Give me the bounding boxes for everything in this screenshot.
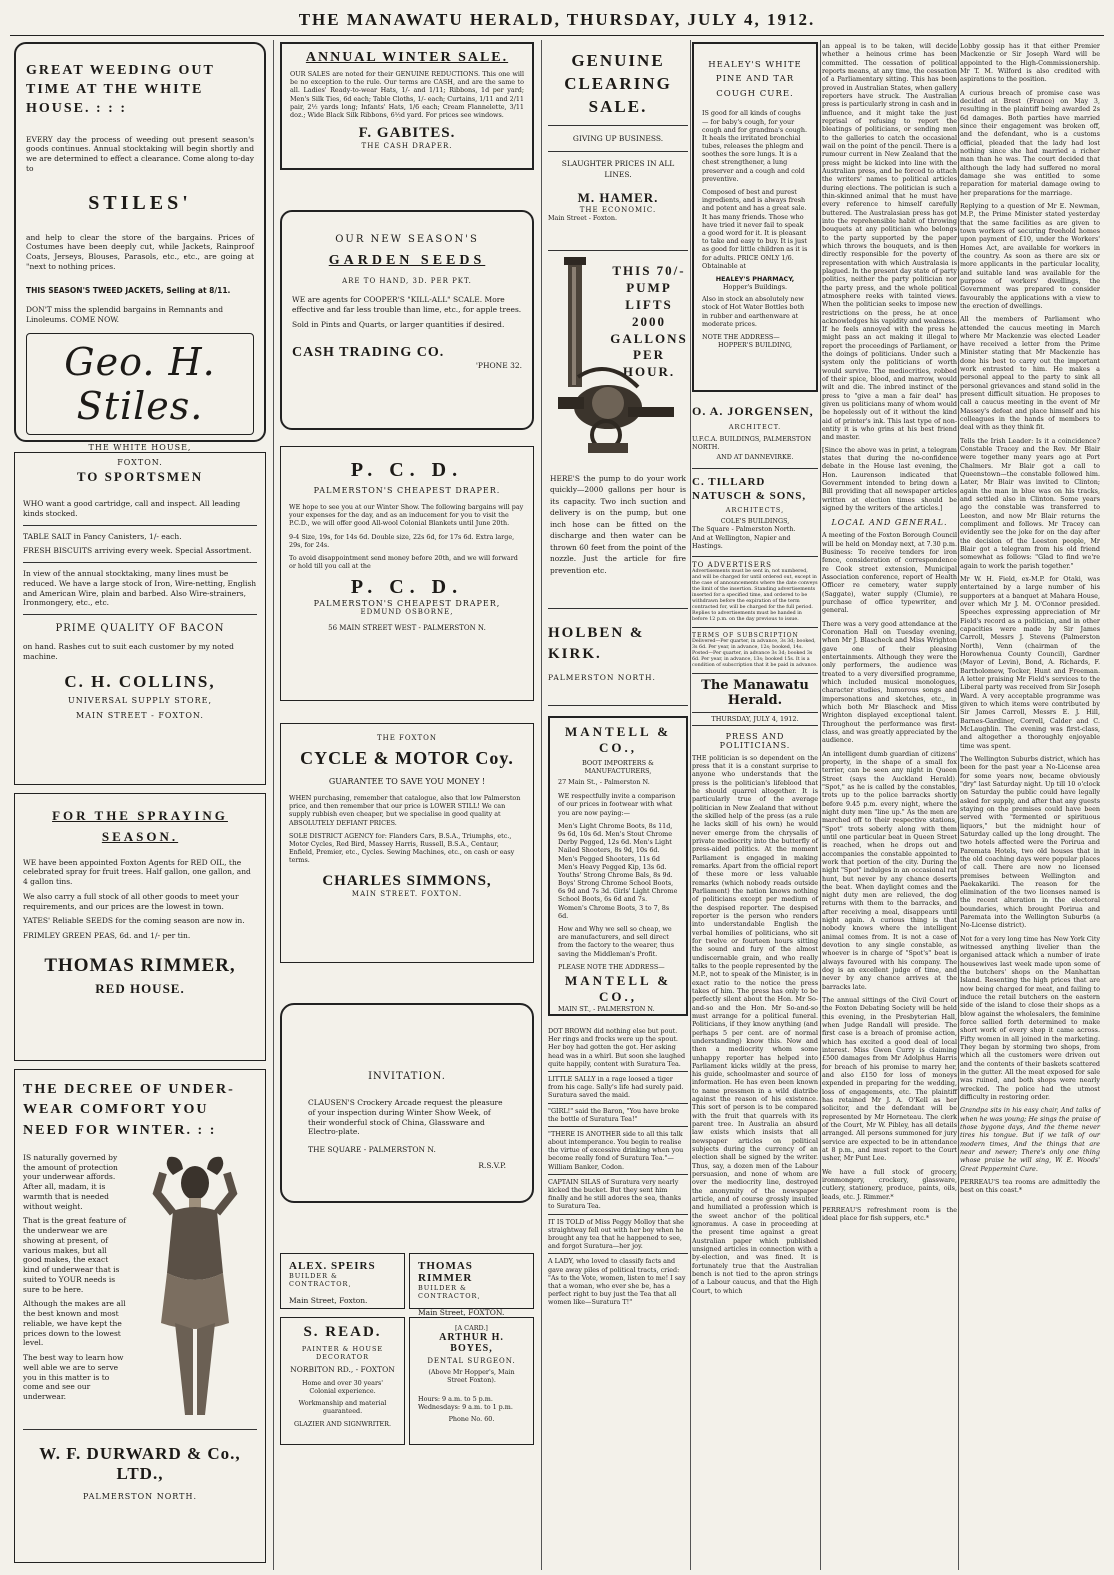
pcd-owner: EDMUND OSBORNE, bbox=[360, 608, 454, 617]
woman-illustration bbox=[133, 1153, 257, 1423]
gabites-tag: THE CASH DRAPER. bbox=[361, 142, 453, 151]
seeds-phone: 'PHONE 32. bbox=[475, 361, 522, 371]
article-continued: an appeal is to be taken, will decide whether a heinous crime has been committed. The cessation of political reports means, at any time, the cessation of a Parliamentary sitting. This has been proved in Australian States, when gallery reporters have struck. The Australian press is particularly strong in cash and in influence, and it might take the just reprisal of refusing to report the bleatings of politicians, or sending men to the galleries to catch the occasional wail on the point of the pencil. There is a rumour current in New Zealand that the press might be kicked into line with the Australian press, and be forced to attach the writers' names to political articles during elections. The politician is such a thin-skinned animal that he must have every reference to himself carefully buttered. The Australasian press has got into the reprehensible habit of throwing bouquets at any politician who belongs to the party supported by the paper which throws the bouquets, and is then directly responsible for the poverty of representation with which Australasia is plagued. In the present day state of party politics, neither the party politician nor the party press, and the whole political atmosphere reeks with tainted views. When the politician seeks to impose new restrictions on the press, he at once acknowledges his vapidity and weakness. If he feels annoyed with the press he might pass an act making it illegal to report the proceedings of Parliament, or the doings of politicians. Under such a system only the politicians of worth would survive. The mediocrities, robbed of their spice, blood, and marrow, would wilt and die. The inbred instinct of the press to "give a man a fair deal" has given us politicians many of whom would be hopelessly out of it without the kind aid of printer's ink. This last type of non-entity it is who grins at his best friend and master. bbox=[822, 42, 957, 442]
suratura-item: "GIRL!" said the Baron, "You have broke the bottle of Suratura Tea!" bbox=[548, 1104, 688, 1127]
seeds-l2: GARDEN SEEDS bbox=[328, 253, 486, 268]
divider bbox=[23, 1429, 257, 1430]
invitation-body: CLAUSEN'S Crockery Arcade request the pleasure of your inspection during Winter Show Week, of their wonderful stock of China, Glassware and Electro-plate. bbox=[308, 1098, 503, 1137]
news-p1: Lobby gossip has it that either Premier Mackenzie or Sir Joseph Ward will be appointed to the High-Commissionership. Mr T. M. Wilford is also credited with aspirations to the position. bbox=[960, 42, 1100, 84]
column-2 bbox=[280, 42, 534, 1570]
durward-p3: Although the makes are all the best known and most reliable, we have kept the prices down to the lowest level. bbox=[23, 1299, 126, 1348]
seeds-advert bbox=[280, 210, 534, 430]
boyes-card-label: [A CARD.] bbox=[455, 1324, 488, 1332]
news-verse: Grandpa sits in his easy chair, And talks of when he was young; He sings the praise of those bygone days, And the theme never tires his tongue. But if we talk of our modern times, And the things that are near and newer; There's only one thing whose praise he will sing, W. E. Woods' Great Peppermint Cure. bbox=[960, 1106, 1100, 1173]
column-1 bbox=[14, 42, 266, 1570]
stiles-advert bbox=[14, 42, 266, 467]
durward-headline: THE DECREE OF UNDER-WEAR COMFORT YOU NEED FOR WINTER. : : bbox=[23, 1082, 235, 1138]
column-4 bbox=[692, 42, 818, 1570]
clearing-l3: SALE. bbox=[588, 96, 648, 116]
news-p6: Mr W. H. Field, ex-M.P. for Otaki, was entertained by a large number of his supporters at a banquet at Mahara House, over which Mr J. M. O'Connor presided. Speeches expressing appreciation of Mr Field's record as a politician, and in other capacities were made by Sir James Carroll, Messrs J. Stevens (Palmerston North), Venn (chairman of the Horowhenua County Council), Gardner (Mayor of Levin), Bond, A. Richards, F. Bartholomew, Tocker, Hunt and Freeman. A letter praising Mr Field's services to the Liberal party was received from Sir Joseph Ward. A very acceptable programme was given to which items were contributed by Sir James Carroll, Messrs E. J. Hill, Barnes-Gardiner, Correll, Calder and C. McLaughlin. The evening was first-class, and altogether a thoroughly enjoyable time was spent. bbox=[960, 575, 1100, 750]
subscription-body: Delivered—Per quarter, in advance, 3s 3d; booked, 3s 6d. Per year, in advance, 12s; booked, 14s. Posted—Per quarter, in advance 3s 3d; booked 3s 6d. Per year, in advance, 13s; booked 15s. It is a condition of subscription that it be paid in advance. bbox=[692, 638, 818, 668]
healey-advert bbox=[692, 42, 818, 392]
local-p3: An intelligent dumb guardian of citizens' property, in the shape of a small fox terrier, can be seen any night in Queen Street (says the Auckland Herald). "Spot," as he is called by the constables, trots up to the police barracks shortly before 9.45 p.m. every night, where the night duty men "line up." As the men are marched off to their respective stations, "Spot" trots soberly along with them until one particular beat in Queen Street is reached, when he drops out and accompanies the constable appointed to work that portion of the city. During the night "Spot" indulges in an occasional rat hunt, but never by any chance deserts the beat. When daylight comes and the night duty men are relieved, the dog returns with them to the barracks, and after receiving a meal, disappears until night again. A curious thing is that nobody knows where the intelligent animal comes from. It is not a case of devotion to any single constable, as whoever is in charge of "Spot's" beat is always favoured with his company. The dog is an excellent judge of time, and never by any chance arrives at the barracks late. bbox=[822, 749, 957, 991]
durward-p2: That is the great feature of the underwear we are showing at present, of various makes, but all good makes, the exact kind of underwear that is suited to YOUR needs is sure to be here. bbox=[23, 1216, 126, 1294]
gabites-advert bbox=[280, 42, 534, 170]
stiles-headline: GREAT WEEDING OUT TIME AT THE WHITE HOUSE. : : : bbox=[26, 63, 215, 116]
collins-p5: on hand. Rashes cut to suit each customer by my noted machine. bbox=[23, 642, 234, 661]
pcd-p2: 9-4 Size, 19s, for 14s 6d. Double size, 22s 6d, for 17s 6d. Extra large, 29s, for 24s. bbox=[289, 532, 515, 549]
divider bbox=[23, 562, 257, 563]
pcd-tag: PALMERSTON'S CHEAPEST DRAPER. bbox=[313, 486, 501, 495]
mantell-address-2: MAIN ST., - PALMERSTON N. bbox=[558, 1004, 655, 1013]
news-p8: Not for a very long time has New York City witnessed anything livelier than the organised attack which a number of irate housewives last week made upon some of the butchers' shops on the Manhattan Island. Resenting the high prices that are now being charged for meat, and failing to induce the retail butchers on the eastern side of the island to close their shops as a blow against the wholesalers, the feminine force sallied forth determined to make short work of every shop it came across. Fifty women in all joined in the marketing. They began by storming two shops, from which all the customers were driven out and the contents of their baskets scattered in the gutter. All the meat exposed for sale was ruined, and both shops were nearly wrecked. The police had the utmost difficulty in restoring order. bbox=[960, 934, 1100, 1102]
pcd-p3: To avoid disappointment send money before 20th, and we will forward or hold till you call at the bbox=[289, 553, 518, 571]
durward-name: W. F. DURWARD & Co., LTD., bbox=[39, 1443, 241, 1483]
hamer-address: Main Street - Foxton. bbox=[548, 214, 617, 223]
article-body: THE politician is so dependent on the press that it is a constant surprise to anyone who understands that the press is the politician's lifeblood that he should quarrel altogether. It is particularly true of the average politician in New Zealand that without the skilled help of the press (as a rule he lacks skill of his own) he would never emerge from the chrysalis of private mediocrity into the butterfly of press-aided politics. At the moment Parliament is engaged in making remarks. Apart from the official report of these more or less valuable remarks (which nobody reads outside Parliament) the nation knows nothing of politicians except per medium of the despised reporter. The despised reporter is the person who renders into understandable English the verbal homilies of politicians, who sit for twelve or fourteen hours sitting the sound and fury of the almost undiscernable grain, and who really talks to the people represented by the M.P., not to speak of the Minister, is in exact ratio to the notice the press takes of him. The press has only to be perfectly silent about the Hon. Mr So-and-so and the Hon. Mr So-and-so must arrange for a political funeral. Politicians, if they know anything (and perhaps 5 per cent. are of normal understanding) know this. Now and then a mediocrity whom some unhappy reporter has helped into Parliament kicks wildly at the press, his guide, schoolmaster and source of information. He has even been known to name pressmen in a wild diatribe against the reason of his existence. This sort of person is to be compared with the fruit that quarrels with its parent tree. In Australia an absurd law exists which insists that all newspaper articles on political subjects during the currency of an election shall be signed by the writer. Thus, say, a dozen men of the Labour persuasion, and none of whom are over the mediocrity line, destroyed the anonymity of the newspaper article, and of course grossly insulted and humiliated a profession which is the sweet anchor of the political ignoramus. A case in proceeding at the present time against a great Australian paper which published unsigned articles in connection with a by-election, and was fined. It is fortunately true that the Australian bench is not tied to the apron strings of a Labour caucus, and that the High Court, to which bbox=[692, 753, 818, 1295]
pump-body: HERE'S the pump to do your work quickly—2000 gallons per hour is its capacity. Two inch suction and delivery is on the pump, but one inch hose can be fitted on the discharge and then water can be thrown 60 feet from the point of the nozzle. Just the article for fire prevention etc. bbox=[550, 474, 686, 575]
boyes-hours: Hours: 9 a.m. to 5 p.m. Wednesdays: 9 a.m. to 1 p.m. bbox=[418, 1394, 513, 1411]
rimmer-house: RED HOUSE. bbox=[95, 980, 185, 996]
clearing-sale-advert bbox=[548, 42, 688, 242]
rimmer-name: THOMAS RIMMER, bbox=[44, 954, 236, 976]
durward-address: PALMERSTON NORTH. bbox=[82, 1491, 197, 1501]
column-5 bbox=[822, 42, 957, 1570]
healey-p3: Also in stock an absolutely new stock of Hot Water Bottles both in rubber and earthenware at moderate prices. bbox=[702, 295, 805, 328]
stiles-sign-2: FOXTON. bbox=[117, 457, 163, 467]
clearing-sub-1: GIVING UP BUSINESS. bbox=[572, 133, 664, 143]
collins-headline: TO SPORTSMEN bbox=[76, 469, 204, 484]
read-p3: GLAZIER AND SIGNWRITER. bbox=[293, 1419, 392, 1428]
simmons-name: CYCLE & MOTOR Coy. bbox=[300, 748, 514, 768]
gabites-body: OUR SALES are noted for their GENUINE REDUCTIONS. This one will be no exception to the rule. Our terms are CASH, and are the same to all. Ladies' Ready-to-wear Hats, 1/- and 1/11; Ribbons, 1d per yard; Men's Silk Ties, 6d each; Table Cloths, 1/- each; Curtains, 1/11 and 2/11 pair, 2½ yards long; Infants' Hats, 1/6 each; Cream Flannelette, 3/11 doz.; Wide Black Silk Ribbons, 6½d yard. For prices see windows. bbox=[290, 70, 524, 119]
suratura-item: CAPTAIN SILAS of Suratura very nearly kicked the bucket. But they sent him finally and he still adores the sea, thanks to Suratura Tea. bbox=[548, 1175, 688, 1215]
hamer-name: M. HAMER. bbox=[577, 190, 659, 206]
collins-advert bbox=[14, 452, 266, 785]
read-trade: PAINTER & HOUSE DECORATOR bbox=[301, 1345, 384, 1361]
tillard-address-3: And at Wellington, Napier and Hastings. bbox=[692, 533, 791, 550]
invitation-advert bbox=[280, 1003, 534, 1203]
simmons-guarantee: GUARANTEE TO SAVE YOU MONEY ! bbox=[328, 777, 486, 786]
local-general-heading: LOCAL AND GENERAL. bbox=[831, 518, 948, 528]
simmons-owner: CHARLES SIMMONS, bbox=[322, 872, 492, 889]
durward-p4: The best way to learn how well able we are to serve you in this matter is to come and see our underwear. bbox=[23, 1353, 124, 1402]
seeds-l3: ARE TO HAND, 3D. PER PKT. bbox=[342, 277, 472, 285]
simmons-p1: WHEN purchasing, remember that catalogue, also that low Palmerston price, and then remember that our price is LOWER STILL! We can supply rubbish even cheaper, but we specialise in good quality at ABSOLUTELY DEFIANT PRICES. bbox=[289, 794, 521, 827]
local-p2: There was a very good attendance at the Coronation Hall on Tuesday evening, when Mr J. Blascheck and Miss Wrighton gave one of their pleasing entertainments. Although they were the only performers, the audience was treated to a very diversified programme, which included musical monologues, character studies, humorous songs and impersonations and sketches, etc., in which both Mr Blascheck and Miss Wrighton displayed exceptional talent. Throughout the performance was first-class, and was greatly appreciated by the audience. bbox=[822, 619, 957, 745]
article-note: [Since the above was in print, a telegram states that during the no-confidence debate in the House last evening, the Hon. Laurenson indicated that Government intended to bring down a Bill providing that all newspaper articles written at election times should be signed by the writers of the articles.] bbox=[822, 445, 957, 513]
article-title: PRESS AND POLITICIANS. bbox=[719, 731, 791, 750]
healey-p2: Composed of best and purest ingredients, and is always fresh and potent and has a great sale. It has many friends. Those who have tried it never fail to speak a good word for it. It is pleasant to take and easy to buy. It is just as good for little children as it is for adults. PRICE ONLY 1/6. Obtainable at bbox=[702, 188, 808, 270]
read-address: NORBITON RD., - FOXTON bbox=[290, 1365, 395, 1374]
suratura-item: A LADY, who loved to classify facts and gave away piles of political tracts, cried: "As to the Vote, women, listen to me! I say that a woman, who ever she be, has a perfect right to buy just the Tea that all women like—Suratura T!" bbox=[548, 1257, 686, 1307]
column-rule bbox=[958, 40, 959, 1570]
cards-row-2 bbox=[280, 1317, 534, 1453]
seeds-name: CASH TRADING CO. bbox=[292, 345, 445, 361]
column-rule bbox=[541, 40, 542, 1570]
collins-bacon: PRIME QUALITY OF BACON bbox=[55, 623, 225, 634]
mantell-name-2: MANTELL & CO., bbox=[564, 972, 672, 1004]
advertisers-title: TO ADVERTISERS bbox=[692, 560, 772, 569]
stiles-tweed: THIS SEASON'S TWEED JACKETS, Selling at 8/11. bbox=[26, 285, 231, 295]
healey-pharmacy: HEALEY'S PHARMACY, bbox=[715, 274, 795, 283]
column-rule bbox=[820, 40, 821, 1570]
invitation-address: THE SQUARE - PALMERSTON N. bbox=[308, 1145, 436, 1154]
rimmer-card-trade: BUILDER & CONTRACTOR, bbox=[418, 1284, 481, 1300]
healey-note: NOTE THE ADDRESS— bbox=[702, 333, 780, 341]
local-p4: The annual sittings of the Civil Court of the Foxton Debating Society will be held this evening, in the Presbyterian Hall, when Judge Randall will preside. The first case is a breach of promise action, which has excited a good deal of local interest. Miss Gwen Curry is claiming £500 damages from Mr Adolphus Harris for breach of his promise to marry her, and also £150 for loss of moneys expended in preparing for the wedding, loss of engagements, etc. The plaintiff has retained Mr J. A. O'Kell as her solicitor, and the defendant will be represented by Mr Horneteau. The clerk of the Court, Mr W. Pibley, has all details arranged. All persons summoned for jury service are expected to be in attendance at 8 p.m., and must report to the Court usher, Mr Punt Lee. bbox=[822, 996, 957, 1163]
stiles-name: STILES' bbox=[88, 191, 192, 214]
news-p2: A curious breach of promise case was decided at Brest (France) on May 3, resulting in the plaintiff being awarded 2s 6d damages. Both parties have married since their engagement was broken off, and the defendant, who is a customs official, pleaded that the lady had lost nothing since she had married a richer man than he was. The court decided that although the lady had suffered no moral damage she was entitled to some reparation for material damage owing to her preparations for the marriage. bbox=[960, 88, 1100, 197]
stiles-body: EVERY day the process of weeding out present season's goods continues. Annual stocktaking will begin shortly and we are determined to effect a clearance. Come along to-day to bbox=[26, 134, 254, 173]
tillard-trade: ARCHITECTS, bbox=[725, 506, 785, 515]
suratura-item: DOT BROWN did nothing else but pout. Her rings and frocks were up the spout. Her boy had gotten the got. Her asking head was in a whirl. But soon she laughed quite happily, content with Suratura Tea. bbox=[548, 1024, 688, 1072]
speirs-address: Main Street, Foxton. bbox=[289, 1296, 368, 1305]
jorgensen-card bbox=[692, 400, 818, 469]
pcd-advert bbox=[280, 446, 534, 701]
collins-name: C. H. COLLINS, bbox=[64, 671, 216, 691]
rimmer-card-address: Main Street, FOXTON. bbox=[418, 1308, 505, 1317]
clearing-sub-2: SLAUGHTER PRICES IN ALL LINES. bbox=[561, 158, 675, 180]
local-p1: A meeting of the Foxton Borough Council will be held on Monday next, at 7.30 p.m. Business: To receive tenders for iron fence, consideration of correspondence re Cook street extension, Municipal Association conference, report of Health Officer re cemetery, water supply (Saggate), water supply (Clumie), re purchase of office typewriter, and general. bbox=[822, 531, 957, 615]
divider bbox=[548, 125, 688, 126]
collins-p2: TABLE SALT in Fancy Canisters, 1/- each. bbox=[23, 531, 182, 541]
simmons-advert bbox=[280, 723, 534, 963]
holben-name: HOLBEN & KIRK. bbox=[548, 625, 645, 662]
pump-advert bbox=[548, 250, 688, 600]
gabites-name: F. GABITES. bbox=[358, 125, 456, 142]
boyes-name: ARTHUR H. BOYES, bbox=[439, 1332, 504, 1355]
mantell-trade: BOOT IMPORTERS & MANUFACTURERS, bbox=[582, 759, 654, 775]
column-rule bbox=[273, 40, 274, 1570]
boyes-address: (Above Mr Hopper's, Main Street Foxton). bbox=[428, 1368, 515, 1385]
rimmer-card bbox=[409, 1253, 534, 1317]
durward-advert bbox=[14, 1069, 266, 1563]
holben-address: PALMERSTON NORTH. bbox=[548, 673, 656, 682]
pcd-address: 56 MAIN STREET WEST - PALMERSTON N. bbox=[328, 624, 486, 633]
speirs-name: ALEX. SPEIRS bbox=[289, 1260, 376, 1272]
rimmer-p1: WE have been appointed Foxton Agents for RED OIL, the celebrated spray for fruit trees. Half gallon, one gallon, and 4 gallon tins. bbox=[23, 857, 251, 887]
local-p5: We have a full stock of grocery, ironmongery, crockery, glassware, cutlery, stationery, produce, paints, oils, leads, etc. J. Rimmer.* bbox=[822, 1167, 957, 1201]
rimmer-headline: FOR THE SPRAYING SEASON. bbox=[52, 808, 228, 844]
rimmer-p3: YATES' Reliable SEEDS for the coming season are now in. bbox=[23, 916, 245, 926]
news-p9: PERREAU'S tea rooms are admittedly the best on this coast.* bbox=[960, 1177, 1100, 1195]
local-p6: PERREAU'S refreshment room is the ideal place for fish suppers, etc.* bbox=[822, 1205, 957, 1223]
collins-address: MAIN STREET - FOXTON. bbox=[76, 710, 204, 720]
read-p1: Home and over 30 years' Colonial experience. bbox=[301, 1378, 384, 1395]
pcd-p1: WE hope to see you at our Winter Show. The following bargains will pay your expenses for the day, and as an inducement for you to visit the P.C.D., we will offer good All-wool Colonial Blankets until June 20th. bbox=[289, 503, 524, 528]
suratura-item: LITTLE SALLY in a rage loosed a tiger from his cage. Sally's life had surely paid. Suratura saved the maid. bbox=[548, 1072, 688, 1104]
speirs-trade: BUILDER & CONTRACTOR, bbox=[289, 1272, 352, 1288]
seeds-l1: OUR NEW SEASON'S bbox=[335, 234, 479, 245]
suratura-adverts bbox=[548, 1024, 688, 1314]
column-3 bbox=[548, 42, 688, 1570]
boyes-card bbox=[409, 1317, 534, 1445]
stiles-body2: and help to clear the store of the bargains. Prices of Costumes have been deeply cut, while Jackets, Rainproof Coats, Jerseys, Blouses, Parasols, etc., etc., are going at "next to nothing prices. bbox=[26, 232, 254, 271]
durward-p1: IS naturally governed by the amount of protection your underwear affords. After all, madam, it is warmth that is needed without weight. bbox=[23, 1152, 118, 1211]
stiles-dont: DON'T miss the splendid bargains in Remnants and Linoleums. COME NOW. bbox=[26, 305, 224, 325]
masthead: THE MANAWATU HERALD, THURSDAY, JULY 4, 1912. bbox=[298, 10, 816, 29]
column-rule bbox=[690, 40, 691, 1570]
pcd-tag-2: PALMERSTON'S CHEAPEST DRAPER, bbox=[313, 599, 501, 609]
pcd-logo: P. C. D. bbox=[350, 459, 464, 481]
suratura-item: "THERE IS ANOTHER side to all this talk about intemperance. You begin to realise the virtue of excessive drinking when you become really fond of Suratura Tea."—William Banker, Codon. bbox=[548, 1127, 688, 1175]
healey-p1: IS good for all kinds of coughs — for baby's cough, for your cough and for grandma's cough. It heals the irritated bronchial tubes, releases the phlegm and soothes the sore lungs. It is a chest strengthener, a lung preserver and a cough and cold preventive. bbox=[702, 109, 808, 183]
tillard-address: COLE'S BUILDINGS, bbox=[720, 517, 790, 526]
news-p7: The Wellington Suburbs district, which has been for the past year a No-License area for some years now, became obviously "dry" last Saturday night. Up till 10 o'clock on Saturday the public could have legally asked for supply, and after that any guests staying on the premises could have been served with "fermented or spirituous liquors," but the midnight hour of Saturday called up the long drought. The two hotels affected were the Porirua and Paremata Hotels, two old houses that in the old coaching days were popular places of call. There are now no licensed premises between Wellington and Paekakariki. The reason for the elimination of the two licenses named is the recent alteration in the electoral boundaries, which brought Porirua and Paremata into the Wellington Suburbs (a No-License district). bbox=[960, 754, 1100, 930]
pump-illustration bbox=[548, 257, 684, 462]
invitation-rsvp: R.S.V.P. bbox=[478, 1160, 506, 1170]
jorgensen-address: U.F.C.A. BUILDINGS, PALMERSTON NORTH. bbox=[692, 435, 812, 452]
news-p3: Replying to a question of Mr E. Newman, M.P., the Prime Minister stated yesterday that the same facilities as are given to town workers of securing freehold homes upon payment of £10, under the Workers' Homes Act, are available for workers in the country. As soon as there are six or more applicants in the particular locality, and suitable land was available for the purpose of workers' dwellings, the Government was prepared to consider favourably the applications with a view to the erection of dwellings. bbox=[960, 201, 1100, 310]
clearing-l2: CLEARING bbox=[564, 73, 672, 93]
jorgensen-address-2: AND AT DANNEVIRKE. bbox=[716, 453, 794, 462]
rimmer-p4: FRIMLEY GREEN PEAS, 6d. and 1/- per tin. bbox=[23, 931, 191, 941]
jorgensen-trade: ARCHITECT. bbox=[728, 423, 782, 431]
divider bbox=[23, 614, 257, 615]
collins-p4: In view of the annual stocktaking, many lines must be reduced. We have a large stock of Iron, Wire-netting, English and American Wire, plain and barbed. Also Wire-strainers, Ironmongery, etc., etc. bbox=[23, 569, 257, 608]
tillard-address-2: The Square - Palmerston North. bbox=[692, 525, 796, 534]
speirs-card bbox=[280, 1253, 405, 1309]
collins-store: UNIVERSAL SUPPLY STORE, bbox=[67, 695, 213, 705]
subscription-title: TERMS OF SUBSCRIPTION bbox=[692, 631, 799, 639]
jorgensen-name: O. A. JORGENSEN, bbox=[692, 404, 814, 418]
cards-row-1 bbox=[280, 1253, 534, 1317]
advertisers-body: Advertisements must be sent in, not numbered, and will be charged for until ordered out, except in the case of announcements where the date conveys the limit of the insertion. Standing advertisements inserted for a specified time, and ordered to be withdrawn before the expiration of the term contracted for, will be charged for the full period. Replies to advertisements must be handed in before 12 p.m. on the day previous to issue. bbox=[692, 568, 818, 622]
read-card bbox=[280, 1317, 405, 1445]
advertisers-notice bbox=[692, 557, 818, 628]
mantell-note: PLEASE NOTE THE ADDRESS— bbox=[558, 962, 665, 971]
top-rule bbox=[10, 35, 1104, 36]
newspaper-flag: The Manawatu Herald. bbox=[701, 677, 809, 708]
seeds-p1: WE are agents for COOPER'S "KILL-ALL" SCALE. More effective and far less trouble than lime, etc., for apple trees. bbox=[292, 295, 522, 314]
healey-building: Hopper's Buildings. bbox=[722, 283, 788, 292]
clearing-l1: GENUINE bbox=[571, 51, 665, 70]
issue-date: THURSDAY, JULY 4, 1912. bbox=[692, 712, 818, 726]
collins-p3: FRESH BISCUITS arriving every week. Special Assortment. bbox=[23, 546, 252, 556]
read-p2: Workmanship and material guaranteed. bbox=[298, 1399, 387, 1416]
hamer-tag: THE ECONOMIC. bbox=[579, 206, 657, 215]
mantell-advert bbox=[548, 716, 688, 1016]
mantell-name: MANTELL & CO., bbox=[564, 724, 672, 755]
simmons-pre: THE FOXTON bbox=[376, 734, 438, 742]
column-6 bbox=[960, 42, 1100, 1570]
news-p4: All the members of Parliament who attended the caucus meeting in March where Mr Mackenzie was elected Leader have received a letter from the Prime Minister stating that Mr Mackenzie has done his best to carry out the important work entrusted to him. He makes a personal appeal to the party to sink all personal grievances and stand solid in the present difficult situation. He proposes to call a caucus meeting in the event of Mr Massey's defeat and place himself and his colleagues in the hands of members to deal with as they think fit. bbox=[960, 315, 1100, 432]
pump-headline: THIS 70/- PUMP LIFTS 2000 GALLONS PER HOUR. bbox=[610, 263, 688, 380]
invitation-title: INVITATION. bbox=[368, 1071, 446, 1082]
tillard-card bbox=[692, 469, 818, 557]
boyes-trade: DENTAL SURGEON. bbox=[427, 1357, 516, 1366]
stiles-signature: Geo. H. Stiles. bbox=[26, 333, 254, 435]
gabites-headline: ANNUAL WINTER SALE. bbox=[305, 50, 509, 65]
collins-p1: WHO want a good cartridge, call and inspect. All leading kinds stocked. bbox=[23, 499, 241, 518]
holben-advert bbox=[548, 608, 688, 706]
rimmer-card-name: THOMAS RIMMER bbox=[418, 1260, 473, 1284]
boyes-phone: Phone No. 60. bbox=[448, 1414, 495, 1423]
rimmer-advert bbox=[14, 793, 266, 1061]
news-p5: Tells the Irish Leader: Is it a coincidence? Constable Tracey and the Rev. Mr Blair were together many years ago at Port Chalmers. Mr Blair got a call to Queenstown—the constable followed him. Later, Mr Blair was invited to Clinton; again the man in blue was on his tracks, and settled also in Clinton. Some years ago the constable was transferred to Leeston, and now Mr Blair returns the compliment and follows. Mr Tracey can evidently see the joke for on the day after the decision of the Leeston people, Mr Blair got a telegram from his old friend somewhat as follows: "Glad to find we're again to work the parish together." bbox=[960, 436, 1100, 570]
subscription-notice bbox=[692, 628, 818, 674]
mantell-p3: How and Why we sell so cheap, we are manufacturers, and sell direct from the factory to the wearer, thus saving the Middleman's Profit. bbox=[558, 925, 675, 958]
rimmer-p2: We also carry a full stock of all other goods to meet your requirements, and our prices are the lowest in town. bbox=[23, 891, 239, 911]
simmons-p2: SOLE DISTRICT AGENCY for: Flanders Cars, B.S.A., Triumphs, etc., Motor Cycles, Red Bird, Massey Harris, Russell, B.S.A., Centaur, Enfield, Premier, etc., Cycles. Sewing Machines, etc., on cash or easy terms. bbox=[289, 831, 515, 865]
mantell-address: 27 Main St., - Palmerston N. bbox=[558, 778, 650, 786]
simmons-address: MAIN STREET. FOXTON. bbox=[351, 889, 463, 898]
read-name: S. READ. bbox=[303, 1324, 382, 1340]
seeds-p2: Sold in Pints and Quarts, or larger quantities if desired. bbox=[292, 319, 505, 329]
mantell-p1: WE respectfully invite a comparison of our prices in footwear with what you are now paying:— bbox=[558, 792, 676, 817]
suratura-item: IT IS TOLD of Miss Peggy Molloy that she straightway fell out with her boy when he brought any tea that he happened to see, and forgot Suratura—her joy. bbox=[548, 1215, 688, 1255]
pcd-logo-2: P. C. D. bbox=[350, 576, 464, 599]
divider bbox=[548, 151, 688, 152]
healey-headline: HEALEY'S WHITE PINE AND TAR COUGH CURE. bbox=[708, 60, 802, 99]
tillard-name: C. TILLARD NATUSCH & SONS, bbox=[692, 475, 807, 502]
stiles-sign-1: THE WHITE HOUSE, bbox=[88, 442, 192, 452]
healey-note-2: HOPPER'S BUILDING, bbox=[717, 341, 793, 350]
divider bbox=[23, 525, 257, 526]
mantell-p2: Men's Light Chrome Boots, 8s 11d, 9s 6d, 10s 6d. Men's Stout Chrome Derby Pegged, 12s 6d. Men's Light Nailed Shooters, 8s 9d, 10s 6d. Men's Pegged Shooters, 11s 6d Men's Heavy Pegged Kip, 13s 6d. Youths' Strong Chrome Bals, 8s 9d. Boys' Strong Chrome School Boots, 6s 9d and 7s 3d. Girls' Light Chrome School Boots, 6s 6d and 7s. Women's Chrome Boots, 3 to 7, 8s 6d. bbox=[558, 821, 678, 920]
